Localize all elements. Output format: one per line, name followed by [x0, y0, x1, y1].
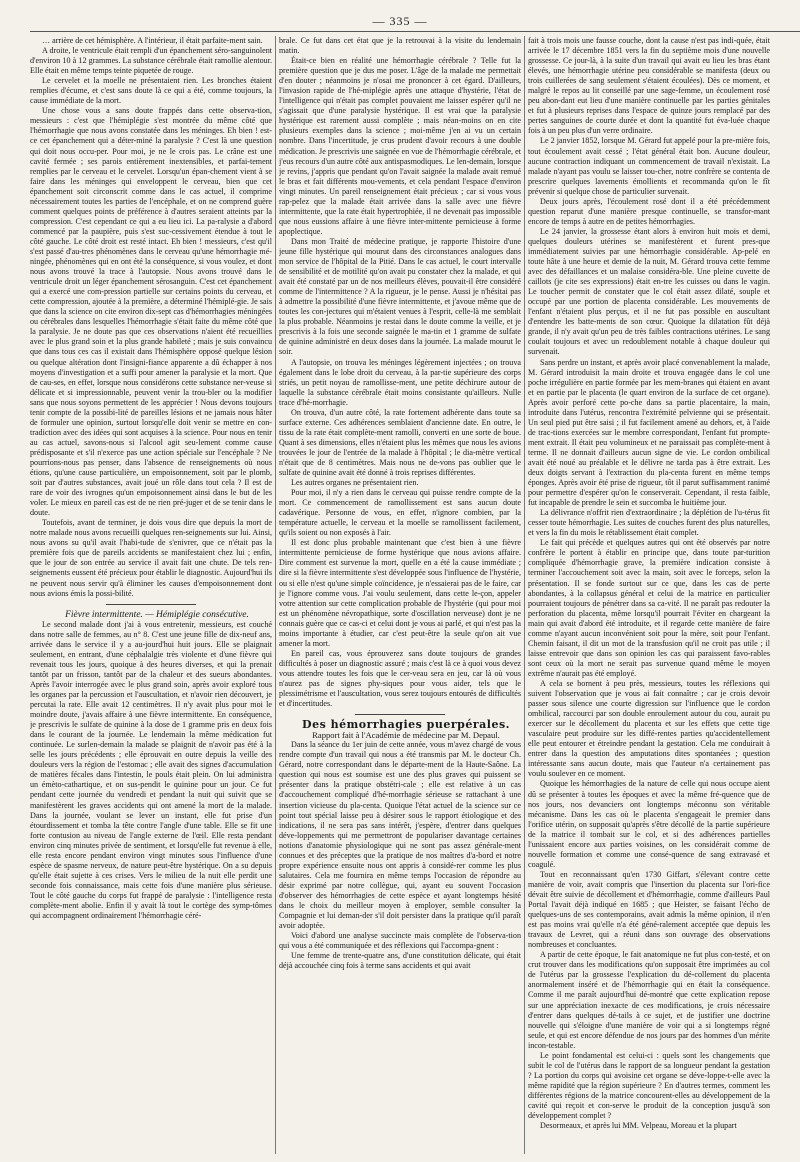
paragraph: Quoique les hémorrhagies de la nature de celle qui nous occupe aient dû se présenter à toutes les époques et avec la même fré-quence que de nos jours, nos devanciers ont longtemps méconnu son véritable mécanisme. Dans les cas où le placenta s'engageait le premier dans l'orifice utérin, on supposait qu'après s'être décollé de la partie supérieure de la matrice il tombait sur le col, et si des adhérences partielles l'unissaient encore aux parties voisines, on les considérait comme de nouvelle formation et comme une consé-quence de sang extravasé et coagulé. [528, 779, 770, 869]
paragraph: Était-ce bien en réalité une hémorrhagie cérébrale ? Telle fut la première question que je dus me poser. L'âge de la malade me permettait d'en douter ; néanmoins je n'osai me prononcer à cet égard. D'ailleurs, l'invasion rapide de l'hé-miplégie après une attaque d'hystérie, l'état de l'intelligence qui n'était pas complet pouvaient me laisser espérer qu'il ne s'agissait que d'une paralysie hystérique. Il est vrai que la paralysie hystérique est rarement aussi complète ; mais néan-moins on en cite plusieurs exemples dans la science ; moi-même j'en ai vu un certain nombre. Dans l'incertitude, je crus prudent d'avoir recours à une double médication. Je prescrivis une saignée en vue de l'hémorrhagie cérébrale, et j'eus recours d'un autre côté aux antispasmodiques. Le len-demain, lorsque je revins, j'appris que pendant qu'on l'avait saignée la malade avait remué le bras et fait différents mou-vements, et cela pendant l'espace d'environ vingt minutes. Un pareil renseignement était précieux ; car si vous vous rap-pelez que la malade était arrivée dans la salle avec une fièvre intermittente, que la rate était hypertrophiée, il ne devenait pas impossible que nous eussions affaire à une fièvre inter-mittente pernicieuse à forme apoplectique. [279, 56, 521, 236]
paragraph: Toutefois, avant de terminer, je dois vous dire que depuis la mort de notre malade nous avons recueilli quelques ren-seignements sur lui. Ainsi, nous avons su qu'il avait l'habi-tude de s'enivrer, que ce n'était pas la première fois que de pareils accidents se manifestaient chez lui ; enfin, que le jour de son entrée au service il avait fait une chute. De tels ren-seignements eussent été précieux pour établir le diagnostic. Aujourd'hui ils ne peuvent nous servir qu'à éliminer les causes d'empoisonnement dont nous avions émis la possi-bilité. [30, 518, 272, 598]
section-title-hemorrhagies: Des hémorrhagies puerpérales. [302, 718, 510, 732]
page-number: — 335 — [372, 14, 428, 28]
col1-paragraphs [30, 36, 272, 599]
paragraph: Deux jours après, l'écoulement rosé dont il a été précédemment question reparut d'une manière presque continuelle, se transfor-mant encore de temps à autre en de petites hémorrhagies. [528, 196, 770, 226]
section-divider [106, 604, 196, 605]
paragraph: Une femme de trente-quatre ans, d'une constitution délicate, qui était déjà accouchée cinq fois à terme sans accidents et qui avait [279, 951, 521, 971]
col2-paragraphs [279, 36, 521, 709]
paragraph: Il est donc plus probable maintenant que c'est bien à une fièvre intermittente pernicieuse de forme hystérique que nous avions affaire. Dire comment est survenue la mort, quelle en a été la cause immédiate ; dire si la fièvre intermittente s'est développée sous l'influence de l'hystérie, ou si elle n'est qu'une simple coïncidence, je n'essaierai pas de le faire, car je l'ignore comme vous. J'ai voulu seulement, dans cette le-çon, appeler votre attention sur cette complication probable de l'hystérie (qui pour moi est un phénomène névropathique, sorte d'oscillation nerveuse) dont je ne connais guère que ce cas-ci et celui dont je vous ai parlé, et qui n'est pas la moins importante à étudier, car c'est peut-être la seule qu'on ait vue amener la mort. [279, 538, 521, 648]
col1b-paragraphs [30, 620, 272, 921]
paragraph: A l'autopsie, on trouva les méninges légèrement injectées ; on trouva également dans le lobe droit du cerveau, à la par-tie supérieure des corps striés, un petit noyau de ramollisse-ment, une petite déchirure autour de laquelle la substance cérébrale était moins consistante qu'ailleurs. Nulle trace d'hé-morrhagie. [279, 357, 521, 407]
paragraph: brale. Ce fut dans cet état que je la retrouvai à la visite du lendemain matin. [279, 36, 521, 56]
paragraph: … arrière de cet hémisphère. A l'intérieur, il était parfaite-ment sain. [42, 36, 263, 45]
column-right [528, 36, 770, 1156]
report-byline: Rapport fait à l'Académie de médecine par M. Depaul. [312, 730, 500, 741]
paragraph: Le 2 janvier 1852, lorsque M. Gérard fut appelé pour la pre-mière fois, tout écoulement avait cessé ; l'état général était bon. Aucune douleur, aucune contraction indiquant un commencement de travail n'existait. La malade n'ayant pas voulu se laisser tou-cher, notre confrère se contenta de prescrire quelques lavements émollients et recommanda qu'on le fît prévenir si quelque chose de particulier survenait. [528, 136, 770, 196]
paragraph: Une chose vous a sans doute frappés dans cette observa-tion, messieurs : c'est que l'hémiplégie s'est montrée du même côté que l'hémorrhagie que nous avons constatée dans les méninges. Eh bien ! est-ce cet épanchement qui a déter-miné la paralysie ? C'est là une question qui doit nous occu-per. Pour moi, je ne le crois pas. Le crâne est une cavité fermée ; ses parois entièrement inextensibles, et parfai-tement remplies par le cerveau et le cervelet. Lorsqu'un épan-chement vient à se faire dans les méninges qui enveloppent le cerveau, bien que cet épanchement soit circonscrit comme dans le cas actuel, il comprime nécessairement toutes les parties de l'encéphale, et on ne comprend guère comment quelques points de préférence à d'autres seraient atteints par la compression. C'est cependant ce qui a eu lieu ici. La pa-ralysie a d'abord commencé par la paupière, puis s'est suc-cessivement étendue à tout le côté gauche. Le côté droit est resté intact. Eh bien ! messieurs, c'est qu'il s'est passé d'au-tres phénomènes dans le cerveau qu'une hémorrhagie mé-ningée, phénomènes qui en ont été la conséquence, si vous voulez, et dont nous avons trouvé la trace à l'autopsie. Nous avons trouvé dans le ventricule droit un léger épanchement sérosanguin. C'est cet épanchement qui a exercé une com-pression partielle sur certains points du cerveau, et cette compression, ajoutée à la première, a déterminé l'hémiplé-gie. Je sais que dans la science on cite environ dix-sept cas d'hémorrhagies méningées ou cérébrales dans lesquelles l'hémorrhagie s'était faite du même côté que la paralysie. Je ne doute pas que ces observations n'aient été recueillies avec le plus grand soin et la plus grande habileté ; mais je suis convaincu que dans tous ces cas il existait dans l'hémisphère opposé quelque lésion ou quelque altération dont l'insigni-fiance apparente a dû échapper à nos moyens d'investigation et a suffi pour amener la paralysie et la mort. Que de cau-ses, en effet, lorsque nous considérons cette substance ner-veuse si délicate et si impressionnable, peuvent venir la trou-bler ou la modifier sans que nous soyons permettent de les apprécier ! Nous devons toujours tenir compte de la possibi-lité de pareilles lésions et ne jamais nous hâter de formuler une opinion, surtout lorsqu'elle doit venir se mettre en con-tradiction avec des idées qui sont acquises à la science. Pour nous en tenir au cas actuel, savons-nous si l'alcool agit seu-lement comme cause prédisposante et s'il n'exerce pas une action spéciale sur l'encéphale ? Ne pourrions-nous pas penser, dans l'absence de renseignements où nous étions, qu'une cause particulière, un empoisonnement, soit par le plomb, soit par d'autres substances, avait joué un rôle dans tout cela ? Il est de rare de voir des ivrognes qu'un empoisonnement ainsi dans le but de les voler. Le mieux en pareil cas est de ne rien pré-juger et de se tenir dans le doute. [30, 106, 272, 518]
paragraph: Le cervelet et la moelle ne présentaient rien. Les bronches étaient remplies d'écume, et c'est sans doute là ce qui a été, comme toujours, la cause immédiate de la mort. [30, 76, 272, 106]
column-divider [275, 36, 276, 1154]
column-middle [279, 36, 521, 1156]
paragraph: A cela se bornent à peu près, messieurs, toutes les réflexions qui suivent l'observation que je vous ai fait connaître ; car je crois devoir passer sous silence une courte digression sur l'influence que le cordon ombilical, raccourci par son double enroulement autour du cou, aurait pu exercer sur le décollement du placenta et sur les effets que cette tige vasculaire peut produire sur les diffé-rentes parties qu'accidentellement elle peut entourer et étreindre pendant la gestation. Cela me conduirait à entrer dans la question des amputations dites spontanées ; question intéressante sans aucun doute, mais que l'auteur n'a certainement pas voulu soulever en ce moment. [528, 679, 770, 779]
column-left [30, 36, 272, 1156]
paragraph: Dans mon Traité de médecine pratique, je rapporte l'histoire d'une jeune fille hystérique qui mourut dans des circonstances analogues dans mon service de l'hôpital de la Pitié. Dans le cas actuel, le court intervalle de sensibilité et de motilité qu'on avait pu constater chez la malade, et qui avait été constaté par un de nos meilleurs élèves, pouvait-il être considéré comme de l'intermittence ? A la rigueur, je le pense. Aussi je n'hésitai pas à admettre la possibilité d'une fièvre intermittente, et j'avoue même que de toutes les con-jectures qui m'étaient venues à l'esprit, celle-là me semblait la plus probable. Néanmoins je restai dans le doute comme la veille, et je prescrivis à la fois une seconde saignée le ma-tin et 1 gramme de sulfate de quinine administré en deux doses dans la journée. La malade mourut le soir. [279, 236, 521, 357]
section-title-fievre: Fièvre intermittente. — Hémiplégie consécutive. [65, 609, 249, 620]
section-divider [355, 714, 445, 715]
header-rule [30, 31, 800, 32]
paragraph: A partir de cette époque, le fait anatomique ne fut plus con-testé, et on crut trouver dans les modifications qu'on supposait être imprimées au col de l'utérus par la grossesse l'explication du dé-collement du placenta anormalement inséré et de l'hémorrhagie qui en était la conséquence. Comme il me paraît aujourd'hui dé-montré que cette explication repose sur une appréciation inexacte de ces modifications, je crois nécessaire d'entrer dans quelques dé-tails à ce sujet, et de justifier une doctrine nouvelle qui s'éloigne d'une manière de voir qui a si longtemps régné seule, et qui est encore défendue de nos jours par des hommes d'un mérite incon-testable. [528, 950, 770, 1050]
paragraph: Pour moi, il n'y a rien dans le cerveau qui puisse rendre compte de la mort. Ce commencement de ramollissement est sans aucun doute cadavérique. Personne de vous, en effet, n'ignore combien, par la température actuelle, le cerveau et la moelle se ramollissent facilement, qu'ils soient ou non exposés à l'air. [279, 488, 521, 538]
col3-paragraphs [528, 36, 770, 1131]
paragraph: On trouva, d'un autre côté, la rate fortement adhérente dans toute sa surface externe. Ces adhérences semblaient d'ancienne date. En outre, le tissu de la rate était complète-ment ramolli, converti en une sorte de boue. Quant à ses dimensions, elles n'étaient plus les mêmes que nous les avions trouvées le jour de l'entrée de la malade à l'hôpital ; le dia-mètre vertical n'était que de 8 centimètres. Mais nous ne de-vons pas oublier que le sulfate de quinine avait été donné à trois reprises différentes. [279, 407, 521, 478]
paragraph: Voici d'abord une analyse succincte mais complète de l'observa-tion qui vous a été communiquée et des réflexions qui l'accompa-gnent : [279, 931, 521, 951]
paragraph: Le point fondamental est celui-ci : quels sont les changements que subit le col de l'utérus dans le rapport de sa longueur pendant la gestation ? La portion du corps qui avoisine cet organe se déve-loppe-t-elle avec la même rapidité que la région supérieure ? En d'autres termes, comment les différentes régions de la matrice concourent-elles au développement de la cavité qui reçoit et con-serve le produit de la conception jusqu'à son développement complet ? [528, 1050, 770, 1121]
col2b-paragraphs [279, 740, 521, 971]
column-divider [524, 36, 525, 1154]
paragraph: A droite, le ventricule était rempli d'un épanchement séro-sanguinolent d'environ 10 à 12 grammes. La substance cérébrale était ramollie alentour. Elle était en même temps teinte piquetée de rouge. [30, 46, 272, 76]
paragraph: En pareil cas, vous éprouverez sans doute toujours de grandes difficultés à poser un diagnostic assuré ; mais c'est là ce à quoi vous devez vous attendre toutes les fois que le cer-veau sera en jeu, car là où vous n'aurez pas de signes phy-siques pour vous aider, tels que le plessimétrisme et l'auscultation, vous serez toujours entourés de difficultés et d'incertitudes. [279, 648, 521, 709]
paragraph: Le second malade dont j'ai à vous entretenir, messieurs, est couché dans notre salle de femmes, au n° 8. C'est une jeune fille de dix-neuf ans, arrivée dans le service il y a au-jourd'hui huit jours. Elle se plaignait seulement, en entrant, d'une céphalalgie très violente et d'une fièvre qui revenait tous les jours, quoique à des heures diverses, et qui la prenait tantôt par un frisson, tantôt par de la chaleur et des sueurs abondantes. Après l'avoir interrogée avec le plus grand soin, après avoir exploré tous les organes par la percussion et l'auscultation, et n'avoir rien découvert, je percutai la rate. Elle avait 12 centimètres. Il n'y avait plus pour moi le moindre doute, j'avais affaire à une fièvre intermittente. En conséquence, je prescrivis le sulfate de quinine à la dose de 1 gramme pris en deux fois dans le courant de la journée. Le lendemain la même médication fut continuée. Le surlen-demain la malade se plaignit de n'avoir pas été à la selle les jours précédents ; elle éprouvait en outre depuis la veille des douleurs vers la région de l'estomac ; elle avait des signes d'accumulation de matières fécales dans l'intestin, le pouls était plein. On lui administra un émèto-cathartique, et on sus-pendit le quinine pour un jour. Ce fut pendant cette journée du vendredi et pendant la nuit qui suivit que se manifestèrent les graves accidents qui ont amené la mort de la malade. Dans la journée, voulant se lever un instant, elle fut prise d'un étourdissement et tomba la tête contre l'angle d'une table. Elle se fit une forte contusion au niveau de l'angle externe de l'œil. Elle resta pendant environ cinq minutes privée de sentiment, et lorsqu'elle fut revenue à elle, elle resta encore pendant environ vingt minutes sous l'influence d'une espèce de spasme nerveux, de nature peut-être hystérique. On a su depuis qu'elle était sujette à ces crises. Vers le milieu de la nuit elle perdit une seconde fois connaissance, mais cette fois d'une manière plus sérieuse. Tout le côté gauche du corps fut frappé de paralysie : l'intelligence resta complète-ment abolie. Enfin il y avait là tout le cortège des symp-tômes qui accompagnent ordinairement l'hémorrhagie céré- [30, 619, 272, 921]
paragraph: Le fait qui précède et quelques autres qui ont été observés par notre confrère le portent à établir en principe que, dans toute par-turition compliquée d'hémorrhagie grave, la première indication consiste à terminer l'accouchement soit avec la main, soit avec le forceps, selon la présentation. Il se fonde surtout sur ce que, dans les cas de perte abondantes, à la collapsus général et celui de la matrice en particulier pourraient toujours de pénétrer dans sa ca-vité. Il ne paraît pas redouter la perforation du placenta, même lorsqu'il pourrait l'éviter en chargeant la main qui avait d'abord été introduite, et il regarde cette manière de faire comme n'ayant aucun inconvénient soit pour la mère, soit pour l'enfant. Chemin faisant, il dit un mot de la transfusion qu'il ne croit pas utile ; il laisse entrevoir que dans son opinion les cas qui paraissent favo-rables sont ceux où la mort ne serait pas survenue quand même le moyen extrême n'aurait pas été employé. [528, 538, 770, 678]
paragraph: La délivrance n'offrit rien d'extraordinaire ; la déplétion de l'u-térus fit cesser toute hémorrhagie. Les suites de couches furent des plus naturelles, et vers la fin du mois le rétablissement était complet. [528, 508, 770, 538]
paragraph: Sans perdre un instant, et après avoir placé convenablement la malade, M. Gérard introduisit la main droite et trouva engagée dans le col une poche irrégulière en partie formée par les mem-branes qui étaient en avant et en partie par le placenta (le quart environ de la surface de cet organe). Après avoir perforé cette po-che dans sa partie placentaire, la main, introduite dans l'utérus, rencontra l'extrémité pelvienne qui se présentait. Un seul pied put être saisi ; il fut facilement amené au dehors, et, à l'aide de trac-tions exercées sur le membre correspondant, l'enfant fut prompte-ment extrait. Il était peu volumineux et ne paraissait pas complète-ment à terme. Il ne donnait d'ailleurs aucun signe de vie. Le cordon ombilical avait été noué au préalable et le délivre ne tarda pas à être extrait. Les deux doigts servant à l'extraction du pla-centa furent en même temps éponges. Après avoir été prise de rigueur, tôt il parut suffisamment ranimé pour permettre d'espérer qu'on le conserverait. Cependant, il resta faible, fut incapable de prendre le sein et succomba le huitième jour. [528, 357, 770, 508]
paragraph: Les autres organes ne présentaient rien. [291, 478, 419, 488]
paragraph: Dans la séance du 1er juin de cette année, vous m'avez chargé de vous rendre compte d'un travail qui nous a été transmis par M. le docteur Ch. Gérard, notre correspondant dans le départe-ment de la Haute-Saône. La question qui nous est soumise est une des plus graves qui puissent se présenter dans la pratique obstétri-cale ; elle est relative à un cas d'accouchement compliqué d'hé-morrhagie sérieuse se rattachant à une insertion vicieuse du pla-centa. Quoique l'état actuel de la science sur ce point tout spécial laisse peu à désirer sous le rapport étiologique et des indications, il ne sera pas sans intérêt, j'espère, d'entrer dans quelques déve-loppements qui me permettront de populariser davantage certaines notions d'anatomie physiologique qui ne sont pas assez générale-ment connues et des préceptes que la pratique de nos maîtres d'a-bord et notre propre expérience ensuite nous ont appris à considé-rer comme les plus salutaires. Cela me fournira en même temps l'occasion de répondre au désir exprimé par notre collègue, qui, ayant eu souvent l'occasion d'observer des hémorrhagies de cette espèce et ayant longtemps hésité dans le choix du meilleur moyen à employer, semble consulter la Compagnie et lui deman-der s'il doit persister dans la pratique qu'il paraît avoir adoptée. [279, 740, 521, 931]
paragraph: fait à trois mois une fausse couche, dont la cause n'est pas indi-quée, était arrivée le 17 décembre 1851 vers la fin du septième mois d'une nouvelle grossesse. Ce jour-là, à la suite d'un travail qui avait eu lieu les bras étant élevés, une hémorrhagie utérine peu considérable se manifesta (deux ou trois cuillerées de sang seulement s'étaient écoulées). Dès ce moment, et malgré le repos au lit conseillé par une sage-femme, un écoulement rosé peu abon-dant eut lieu d'une manière continuelle par les parties génitales et fut à plusieurs reprises dans l'espace de quinze jours remplacé par des pertes sanguines de courte durée et dont la quantité fut éva-luée chaque fois à un peu plus d'un verre ordinaire. [528, 36, 770, 136]
paragraph: Desormeaux, et après lui MM. Velpeau, Moreau et la plupart [540, 1121, 737, 1131]
paragraph: Tout en reconnaissant qu'en 1730 Giffart, s'élevant contre cette manière de voir, avait compris que l'insertion du placenta sur l'ori-fice dévait être suivie de décollement et d'hémorrhagie, comme d'ailleurs Paul Portal l'avait déjà indiqué en 1685 ; que Heister, se faisant l'écho de quelques-uns de ses contemporains, avait admis la même opinion, il n'en est pas moins vrai qu'elle n'a été géné-ralement acceptée que depuis les travaux de Levret, qui a réuni dans son ouvrage des observations nombreuses et concluantes. [528, 869, 770, 950]
paragraph: Le 24 janvier, la grossesse étant alors à environ huit mois et demi, quelques douleurs utérines se manifestèrent et furent pres-que immédiatement suivies par une hémorrhagie considérable. Ap-pelé en toute hâte à une heure et demie de la nuit, M. Gérard trouva cette femme avec des défaillances et un malaise considéra-ble. Une pleine cuvette de caillots (je cite ses expressions) était en-tre les cuisses ou dans le vagin. Le toucher permit de constater que le col était assez dilaté, souple et occupé par une portion de placenta considérable. Les mouvements de l'enfant n'étaient plus perçus, et il ne fut pas possible en auscultant d'entendre les batte-ments de son cœur. Quoique la dilatation fût déjà grande, il n'y avait qu'un peu de très faibles contractions utérines. Le sang coulait toujours et avec un redoublement notable à chaque douleur qui survenait. [528, 226, 770, 357]
